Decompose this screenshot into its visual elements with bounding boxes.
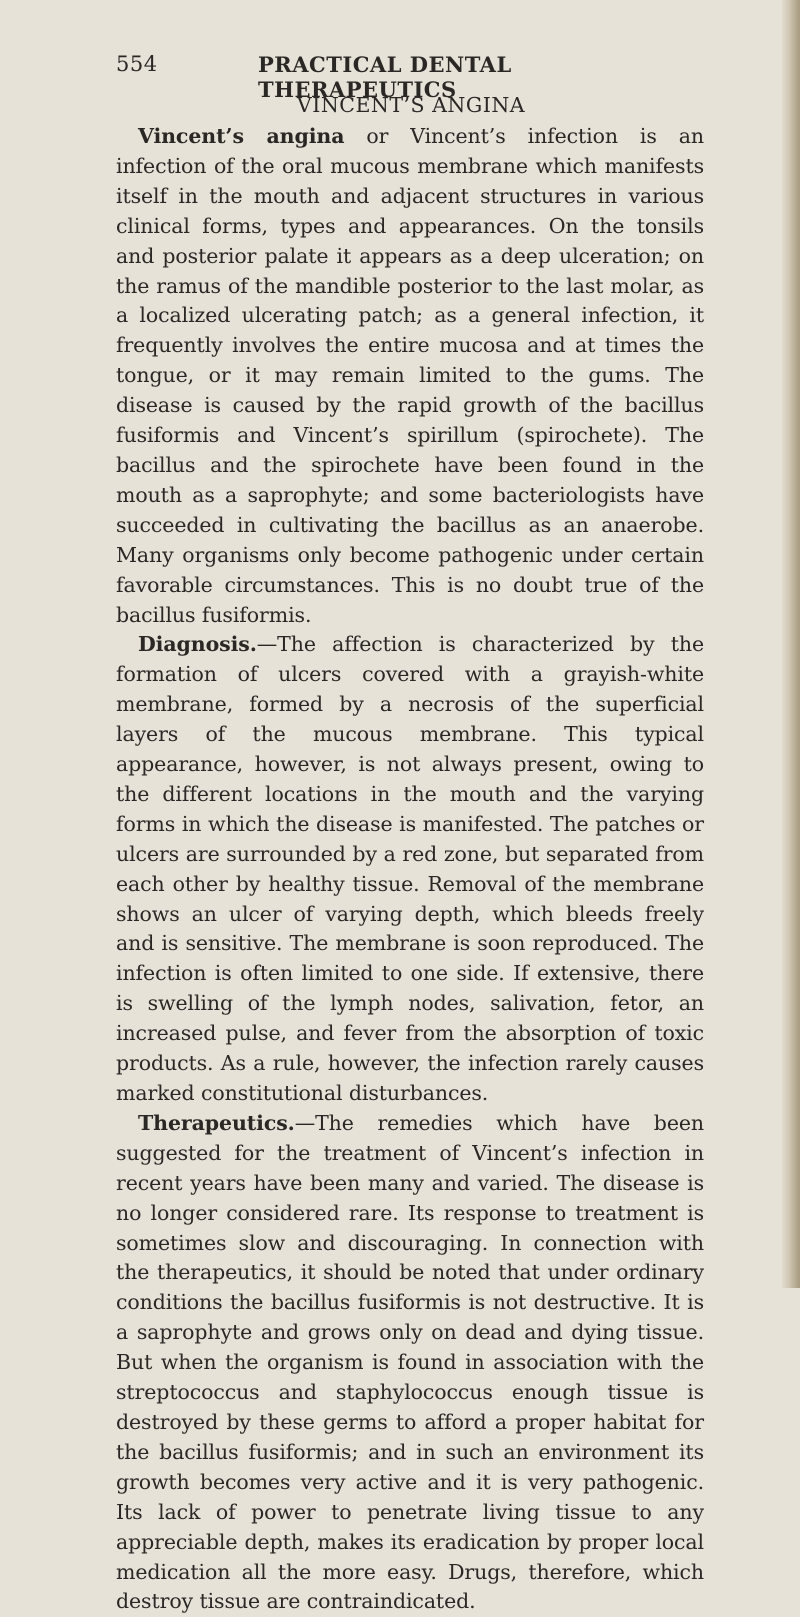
paragraph-text: —The remedies which have been suggested for the treatment of Vincent’s infection in recent years have been many and varied. The disease is no longer considered rare. Its response to treatment is sometimes slow and discouraging. In connection with the therapeutics, it should be noted that under ordinary conditions the bacillus fusiformis is not destructive. It is a saprophyte and grows only on dead and dying tissue. But when the organism is found in association with the streptococcus and staphylococcus enough tissue is destroyed by these germs to afford a proper habitat for the bacillus fusiformis; and in such an environment its growth becomes very active and it is very pathogenic. Its lack of power to penetrate living tissue to any appreciable depth, makes its eradication by proper local medication all the more easy. Drugs, therefore, which destroy tissue are contraindicated. [116,1110,704,1614]
paragraph-intro [116,122,704,630]
paragraph-text: or Vincent’s infection is an infection of the oral mucous membrane which manifests itself in the mouth and adjacent structures in various clinical forms, types and appearances. On the tonsils and posterior palate it appears as a deep ulceration; on the ramus of the mandible posterior to the last molar, as a localized ulcerating patch; as a general infection, it frequently involves the entire mucosa and at times the tongue, or it may remain limited to the gums. The disease is caused by the rapid growth of the bacillus fusiformis and Vincent’s spirillum (spirochete). The bacillus and the spirochete have been found in the mouth as a saprophyte; and some bacteriologists have succeeded in cultivating the bacillus as an anaerobe. Many organisms only become pathogenic under certain favorable circumstances. This is no doubt true of the bacillus fusiformis. [116,124,704,627]
section-title: VINCENT’S ANGINA [296,93,526,117]
page-number: 554 [116,52,158,76]
paragraph-lead: Therapeutics. [138,1110,295,1135]
paragraph-diagnosis [116,630,704,1109]
paragraph-therapeutics [116,1109,704,1617]
body-text [116,122,704,1617]
paragraph-lead: Diagnosis. [138,632,257,657]
running-head: PRACTICAL DENTAL THERAPEUTICS [258,52,512,102]
paragraph-lead: Vincent’s angina [138,124,345,148]
page-header [116,52,686,102]
paragraph-text: —The affection is characterized by the formation of ulcers covered with a grayish-white membrane, formed by a necrosis of the superficial layers of the mucous membrane. This typical appearance, however, is not always present, owing to the different locations in the mouth and the varying forms in which the disease is manifested. The patches or ulcers are surrounded by a red zone, but separated from each other by healthy tissue. Removal of the membrane shows an ulcer of varying depth, which bleeds freely and is sensitive. The membrane is soon reproduced. The infection is often limited to one side. If extensive, there is swelling of the lymph nodes, salivation, fetor, an increased pulse, and fever from the absorption of toxic products. As a rule, however, the infection rarely causes marked constitutional disturbances. [116,632,704,1105]
page-edge-shadow [782,0,800,1288]
